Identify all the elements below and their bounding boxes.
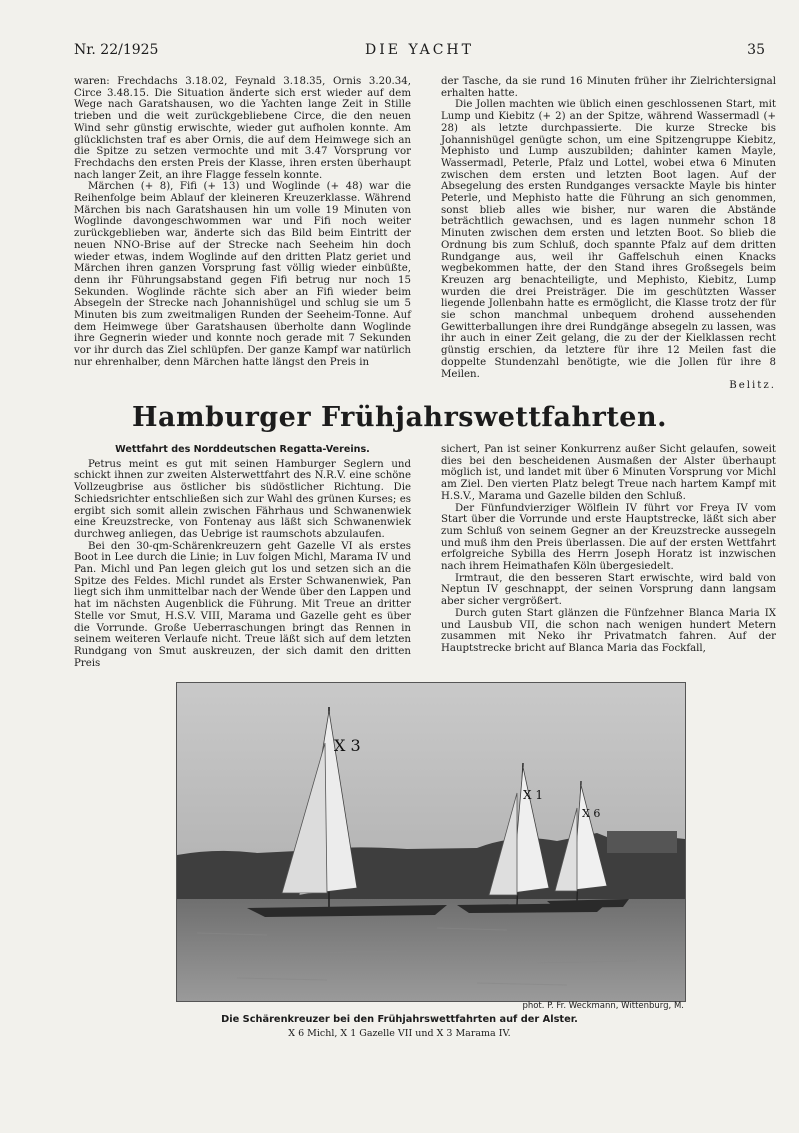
article-title: Hamburger Frühjahrswettfahrten.	[132, 402, 667, 433]
paragraph: Petrus meint es gut mit seinen Hamburger Seglern und schickt ihnen zur zweiten Alsterwettfahrt des N.R.V. eine schöne Vollzeugbrise aus östlicher bis südöstlicher Richtung. Die Schiedsrichter entschließen sich zur Wahl des grünen Kurses; es ergibt sich somit allein zwischen Fährhaus und Schwanenwiek eine Kreuzstrecke, von Fontenay aus läßt sich Schwanenwiek durchweg anliegen, das Uebrige ist raumschots abzulaufen.	[74, 458, 411, 540]
paragraph: Durch guten Start glänzen die Fünfzehner Blanca Maria IX und Lausbub VII, die schon nach wenigen hundert Metern zusammen mit Neko ihr Privatmatch fahren. Auf der Hauptstrecke bricht auf Blanca Maria das Fockfall,	[441, 607, 776, 654]
shore-building	[607, 831, 677, 853]
paragraph: Märchen (+ 8), Fifi (+ 13) und Woglinde (+ 48) war die Reihenfolge beim Ablauf der kleineren Kreuzerklasse. Während Märchen bis nach Garatshausen hin um volle 19 Minuten von Woglinde davongeschwommen war und Fifi noch weiter zurückgeblieben war, änderte sich das Bild beim Eintritt der neuen NNO-Brise auf der Strecke nach Seeheim hin doch wieder etwas, indem Woglinde auf den dritten Platz geriet und Märchen ihren ganzen Vorsprung fast völlig wieder einbüßte, denn ihr Führungsabstand gegen Fifi betrug nur noch 15 Sekunden. Woglinde rächte sich aber an Fifi wieder beim Absegeln der Strecke nach Johannishügel und schlug sie um 5 Minuten bis zum zweitmaligen Runden der Seeheim-Tonne. Auf dem Heimwege über Garatshausen überholte dann Woglinde ihre Gegnerin wieder und konnte noch gerade mit 7 Sekunden vor ihr durch das Ziel schlüpfen. Der ganze Kampf war natürlich nur ehrenhalber, denn Märchen hatte längst den Preis in	[74, 181, 411, 368]
sailboat-photo-illustration	[177, 683, 685, 1001]
author-signature: Belitz.	[729, 380, 776, 392]
paragraph: Bei den 30-qm-Schärenkreuzern geht Gazelle VI als erstes Boot in Lee durch die Linie; in Luv folgen Michl, Marama IV und Pan. Michl und Pan legen gleich gut los und setzen sich an die Spitze des Feldes. Michl rundet als Erster Schwanenwiek, Pan liegt sich ihm unmittelbar nach der Wende über den Lappen und hat im nächsten Augenblick die Führung. Mit Treue an dritter Stelle vor Smut, H.S.V. VIII, Marama und Gazelle geht es über die Vorrunde. Große Ueberraschungen bringt das Rennen in seinem weiteren Verlaufe nicht. Treue läßt sich auf dem letzten Rundgang von Smut auskreuzen, der sich damit den dritten Preis	[74, 540, 411, 669]
paragraph: Irmtraut, die den besseren Start erwischte, wird bald von Neptun IV geschnappt, der seinen Vorsprung dann langsam aber sicher vergrößert.	[441, 572, 776, 608]
photo-caption-detail: X 6 Michl, X 1 Gazelle VII und X 3 Marama IV.	[288, 1028, 511, 1039]
paragraph: sichert, Pan ist seiner Konkurrenz außer Sicht gelaufen, soweit dies bei den bescheidenen Ausmaßen der Alster überhaupt möglich ist, und landet mit über 6 Minuten Vorsprung vor Michl am Ziel. Den vierten Platz belegt Treue nach hartem Kampf mit H.S.V., Marama und Gazelle bilden den Schluß.	[441, 444, 776, 502]
page-number: 35	[747, 42, 765, 58]
paragraph: der Tasche, da sie rund 16 Minuten früher ihr Zielrichtersignal erhalten hatte.	[441, 76, 776, 99]
article-left-column	[74, 444, 411, 672]
sail-number: X 3	[334, 736, 361, 755]
article-subhead: Wettfahrt des Norddeutschen Regatta-Vereins.	[115, 444, 370, 455]
top-right-column	[441, 76, 776, 392]
paragraph: Die Jollen machten wie üblich einen geschlossenen Start, mit Lump und Kiebitz (+ 2) an der Spitze, während Wassermadl (+ 28) als letzte durchpassierte. Die kurze Strecke bis Johannishügel genügte schon, um eine Spitzengruppe Kiebitz, Mephisto und Lump auszubilden; dahinter kamen Mayle, Wassermadl, Peterle, Pfalz und Lottel, wobei etwa 6 Minuten zwischen dem ersten und letzten Boot lagen. Auf der Absegelung des ersten Rundganges versackte Mayle bis hinter Peterle, und Mephisto hatte die Führung an sich genommen, sonst blieb alles wie bisher, nur waren die Abstände beträchtlich gewachsen, und es lagen nunmehr schon 18 Minuten zwischen dem ersten und letzten Boot. So blieb die Ordnung bis zum Schluß, doch spannte Pfalz auf dem dritten Rundgange aus, weil ihr Gaffelschuh einen Knacks wegbekommen hatte, der den Stand ihres Großsegels beim Kreuzen arg benachteiligte, und Mephisto, Kiebitz, Lump wurden die drei Preisträger. Die im geschützten Wasser liegende Jollenbahn hatte es ermöglicht, die Klasse trotz der für sie schon manchmal unbequem drohend aussehenden Gewitterballungen ihre drei Rundgänge absegeln zu lassen, was ihr auch in einer Zeit gelang, die zu der der Kielklassen recht günstig erschien, da letztere für ihre 12 Meilen fast die doppelte Stundenzahl benötigte, wie die Jollen für ihre 8 Meilen.	[441, 99, 776, 380]
issue-number: Nr. 22/1925	[74, 42, 159, 58]
sail-number: X 6	[582, 807, 601, 820]
article-right-column	[441, 444, 776, 672]
photo-credit: phot. P. Fr. Weckmann, Wittenburg, M.	[522, 1001, 684, 1011]
sail-number: X 1	[523, 788, 543, 802]
page-header	[74, 42, 765, 62]
photo-caption: Die Schärenkreuzer bei den Frühjahrswettfahrten auf der Alster.	[221, 1014, 578, 1025]
top-left-column	[74, 76, 411, 376]
sailboat-photo	[176, 682, 686, 1002]
paragraph: waren: Frechdachs 3.18.02, Feynald 3.18.35, Ornis 3.20.34, Circe 3.48.15. Die Situation änderte sich erst wieder auf dem Wege nach Garatshausen, wo die Yachten lange Zeit in Stille trieben und die weit zurückgebliebene Circe, die den neuen Wind sehr günstig erwischte, wieder gut aufholen konnte. Am glücklichsten traf es aber Ornis, die auf dem Heimwege sich an die Spitze zu setzen vermochte und mit 3.47 Vorsprung vor Frechdachs den ersten Preis der Klasse, ihren ersten überhaupt nach langer Zeit, an ihre Flagge fesseln konnte.	[74, 76, 411, 181]
journal-title: DIE YACHT	[365, 42, 474, 58]
paragraph: Der Fünfundvierziger Wölflein IV führt vor Freya IV vom Start über die Vorrunde und erste Hauptstrecke, läßt sich aber zum Schluß von seinem Gegner an der Kreuzstrecke aussegeln und muß ihm den Preis überlassen. Die auf der ersten Wettfahrt erfolgreiche Sybilla des Herrn Joseph Horatz ist inzwischen nach ihrem Heimathafen Köln übergesiedelt.	[441, 502, 776, 573]
